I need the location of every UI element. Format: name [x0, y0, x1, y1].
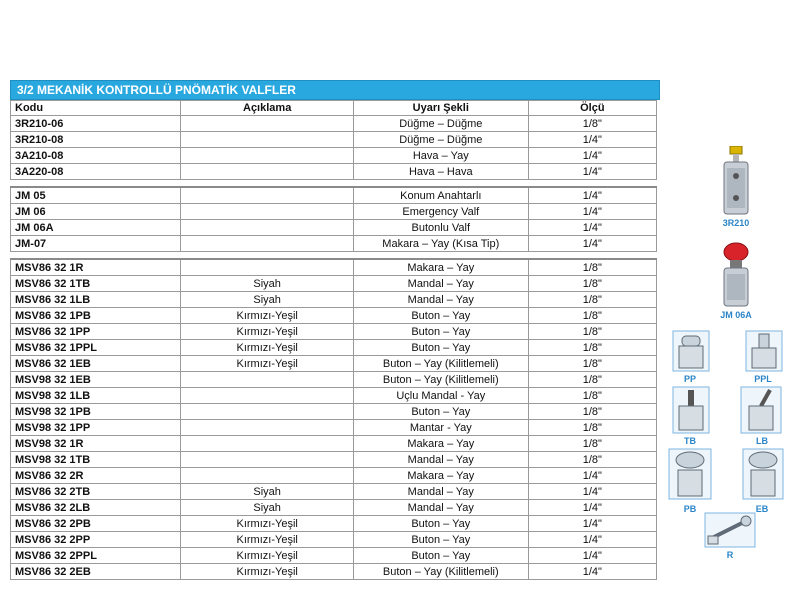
cell-code: 3R210-08: [11, 132, 181, 148]
group-table-2: [10, 186, 657, 252]
cell-code: MSV86 32 1TB: [11, 276, 181, 292]
cell-size: 1/4": [528, 500, 656, 516]
cell-actuation: Düğme – Düğme: [353, 132, 528, 148]
actuator-lb-image: [740, 386, 782, 434]
caption-3r210: 3R210: [722, 218, 750, 228]
cell-actuation: Makara – Yay (Kısa Tip): [353, 236, 528, 252]
cell-code: MSV86 32 2PP: [11, 532, 181, 548]
table-row: [11, 164, 657, 180]
cell-size: 1/4": [528, 548, 656, 564]
table-row: [11, 452, 657, 468]
table-row: [11, 236, 657, 252]
cell-description: Kırmızı-Yeşil: [181, 356, 354, 372]
table-row: [11, 468, 657, 484]
cell-description: Kırmızı-Yeşil: [181, 516, 354, 532]
cell-code: MSV86 32 1EB: [11, 356, 181, 372]
cell-actuation: Buton – Yay (Kilitlemeli): [353, 372, 528, 388]
caption-tb: TB: [684, 436, 696, 446]
cell-code: MSV86 32 2PB: [11, 516, 181, 532]
actuator-eb-image: [742, 448, 784, 500]
cell-actuation: Hava – Yay: [353, 148, 528, 164]
table-row: [11, 532, 657, 548]
header-description: Açıklama: [181, 101, 354, 116]
table-row: [11, 516, 657, 532]
table-row: [11, 564, 657, 580]
cell-description: [181, 259, 354, 276]
cell-actuation: Buton – Yay: [353, 404, 528, 420]
caption-lb: LB: [756, 436, 768, 446]
cell-actuation: Makara – Yay: [353, 436, 528, 452]
cell-size: 1/8": [528, 308, 656, 324]
price-sheet: [10, 80, 660, 580]
actuator-r-image: [704, 512, 756, 548]
cell-size: 1/4": [528, 187, 656, 204]
table-row: [11, 308, 657, 324]
cell-size: 1/8": [528, 372, 656, 388]
cell-description: [181, 187, 354, 204]
table-row: [11, 340, 657, 356]
table-row: [11, 404, 657, 420]
cell-code: 3A220-08: [11, 164, 181, 180]
cell-code: MSV86 32 1PPL: [11, 340, 181, 356]
cell-description: [181, 132, 354, 148]
cell-actuation: Hava – Hava: [353, 164, 528, 180]
cell-code: MSV86 32 2PPL: [11, 548, 181, 564]
cell-description: Kırmızı-Yeşil: [181, 308, 354, 324]
valve-jm06a-image: [712, 242, 760, 308]
cell-code: 3R210-06: [11, 116, 181, 132]
cell-description: [181, 372, 354, 388]
cell-code: MSV98 32 1R: [11, 436, 181, 452]
caption-pb: PB: [683, 504, 697, 514]
table-row: [11, 500, 657, 516]
table-row: [11, 324, 657, 340]
cell-description: Siyah: [181, 276, 354, 292]
actuator-ppl-image: [745, 330, 783, 372]
cell-size: 1/8": [528, 356, 656, 372]
cell-description: [181, 420, 354, 436]
cell-code: MSV86 32 1LB: [11, 292, 181, 308]
cell-size: 1/8": [528, 404, 656, 420]
cell-code: MSV86 32 1PB: [11, 308, 181, 324]
cell-actuation: Düğme – Düğme: [353, 116, 528, 132]
cell-size: 1/4": [528, 220, 656, 236]
table-row: [11, 372, 657, 388]
cell-code: JM 06A: [11, 220, 181, 236]
caption-ppl: PPL: [754, 374, 772, 384]
cell-description: Siyah: [181, 484, 354, 500]
cell-size: 1/4": [528, 236, 656, 252]
cell-size: 1/8": [528, 452, 656, 468]
table-row: [11, 220, 657, 236]
cell-description: Kırmızı-Yeşil: [181, 340, 354, 356]
cell-description: [181, 148, 354, 164]
cell-description: [181, 236, 354, 252]
cell-actuation: Mandal – Yay: [353, 452, 528, 468]
table-row: [11, 388, 657, 404]
table-row: [11, 187, 657, 204]
table-row: [11, 484, 657, 500]
group-body-3: [11, 259, 657, 580]
header-code: Kodu: [11, 101, 181, 116]
cell-description: [181, 116, 354, 132]
cell-size: 1/4": [528, 148, 656, 164]
cell-actuation: Buton – Yay: [353, 548, 528, 564]
cell-actuation: Buton – Yay: [353, 340, 528, 356]
cell-size: 1/8": [528, 340, 656, 356]
cell-code: MSV86 32 2EB: [11, 564, 181, 580]
table-row: [11, 548, 657, 564]
cell-description: [181, 164, 354, 180]
cell-actuation: Butonlu Valf: [353, 220, 528, 236]
cell-description: Kırmızı-Yeşil: [181, 548, 354, 564]
cell-code: MSV98 32 1PB: [11, 404, 181, 420]
table-row: [11, 204, 657, 220]
cell-size: 1/4": [528, 532, 656, 548]
section-title: [10, 80, 660, 100]
cell-code: MSV86 32 1PP: [11, 324, 181, 340]
cell-code: JM-07: [11, 236, 181, 252]
group-body-2: [11, 187, 657, 252]
cell-code: MSV86 32 1R: [11, 259, 181, 276]
cell-actuation: Buton – Yay (Kilitlemeli): [353, 564, 528, 580]
cell-size: 1/4": [528, 132, 656, 148]
cell-description: Kırmızı-Yeşil: [181, 564, 354, 580]
cell-actuation: Buton – Yay: [353, 516, 528, 532]
cell-description: [181, 468, 354, 484]
cell-description: Kırmızı-Yeşil: [181, 324, 354, 340]
actuator-pb-image: [668, 448, 712, 500]
cell-actuation: Mandal – Yay: [353, 500, 528, 516]
cell-code: JM 06: [11, 204, 181, 220]
caption-r: R: [726, 550, 734, 560]
caption-pp: PP: [683, 374, 696, 384]
cell-size: 1/4": [528, 164, 656, 180]
table-row: [11, 259, 657, 276]
cell-size: 1/4": [528, 204, 656, 220]
cell-code: 3A210-08: [11, 148, 181, 164]
cell-description: [181, 388, 354, 404]
cell-description: [181, 204, 354, 220]
actuator-tb-image: [672, 386, 710, 434]
cell-code: JM 05: [11, 187, 181, 204]
table-row: [11, 356, 657, 372]
caption-eb: EB: [755, 504, 769, 514]
group-table-3: [10, 258, 657, 580]
table-row: [11, 116, 657, 132]
cell-actuation: Mandal – Yay: [353, 276, 528, 292]
cell-code: MSV98 32 1TB: [11, 452, 181, 468]
cell-actuation: Makara – Yay: [353, 468, 528, 484]
cell-description: [181, 220, 354, 236]
cell-size: 1/4": [528, 564, 656, 580]
cell-actuation: Makara – Yay: [353, 259, 528, 276]
cell-size: 1/8": [528, 388, 656, 404]
cell-size: 1/8": [528, 324, 656, 340]
actuator-pp-image: [672, 330, 710, 372]
cell-description: Siyah: [181, 292, 354, 308]
cell-description: Siyah: [181, 500, 354, 516]
table-row: [11, 420, 657, 436]
caption-jm06a: JM 06A: [720, 310, 752, 320]
section-title-text: MEKANİK KONTROLLÜ PNÖMATİK VALFLER: [33, 83, 296, 97]
cell-size: 1/8": [528, 292, 656, 308]
cell-code: MSV98 32 1PP: [11, 420, 181, 436]
cell-size: 1/8": [528, 436, 656, 452]
cell-description: [181, 452, 354, 468]
cell-description: [181, 436, 354, 452]
cell-size: 1/4": [528, 468, 656, 484]
cell-actuation: Konum Anahtarlı: [353, 187, 528, 204]
cell-description: Kırmızı-Yeşil: [181, 532, 354, 548]
cell-actuation: Mantar - Yay: [353, 420, 528, 436]
cell-size: 1/8": [528, 276, 656, 292]
cell-code: MSV98 32 1EB: [11, 372, 181, 388]
cell-actuation: Emergency Valf: [353, 204, 528, 220]
section-number: 3/2: [17, 83, 34, 97]
cell-actuation: Buton – Yay: [353, 324, 528, 340]
table-row: [11, 436, 657, 452]
cell-actuation: Buton – Yay (Kilitlemeli): [353, 356, 528, 372]
cell-actuation: Mandal – Yay: [353, 292, 528, 308]
cell-code: MSV86 32 2R: [11, 468, 181, 484]
table-row: [11, 292, 657, 308]
cell-actuation: Mandal – Yay: [353, 484, 528, 500]
group-body-1: [11, 116, 657, 180]
header-row: [11, 101, 657, 116]
cell-size: 1/4": [528, 516, 656, 532]
cell-code: MSV98 32 1LB: [11, 388, 181, 404]
cell-code: MSV86 32 2TB: [11, 484, 181, 500]
cell-size: 1/8": [528, 116, 656, 132]
cell-size: 1/8": [528, 259, 656, 276]
cell-actuation: Uçlu Mandal - Yay: [353, 388, 528, 404]
table-row: [11, 132, 657, 148]
cell-actuation: Buton – Yay: [353, 308, 528, 324]
header-actuation: Uyarı Şekli: [353, 101, 528, 116]
cell-code: MSV86 32 2LB: [11, 500, 181, 516]
table-row: [11, 148, 657, 164]
header-size: Ölçü: [528, 101, 656, 116]
cell-actuation: Buton – Yay: [353, 532, 528, 548]
cell-size: 1/4": [528, 484, 656, 500]
cell-size: 1/8": [528, 420, 656, 436]
table-row: [11, 276, 657, 292]
valve-3r210-image: [712, 146, 760, 216]
cell-description: [181, 404, 354, 420]
group-table-1: [10, 100, 657, 180]
